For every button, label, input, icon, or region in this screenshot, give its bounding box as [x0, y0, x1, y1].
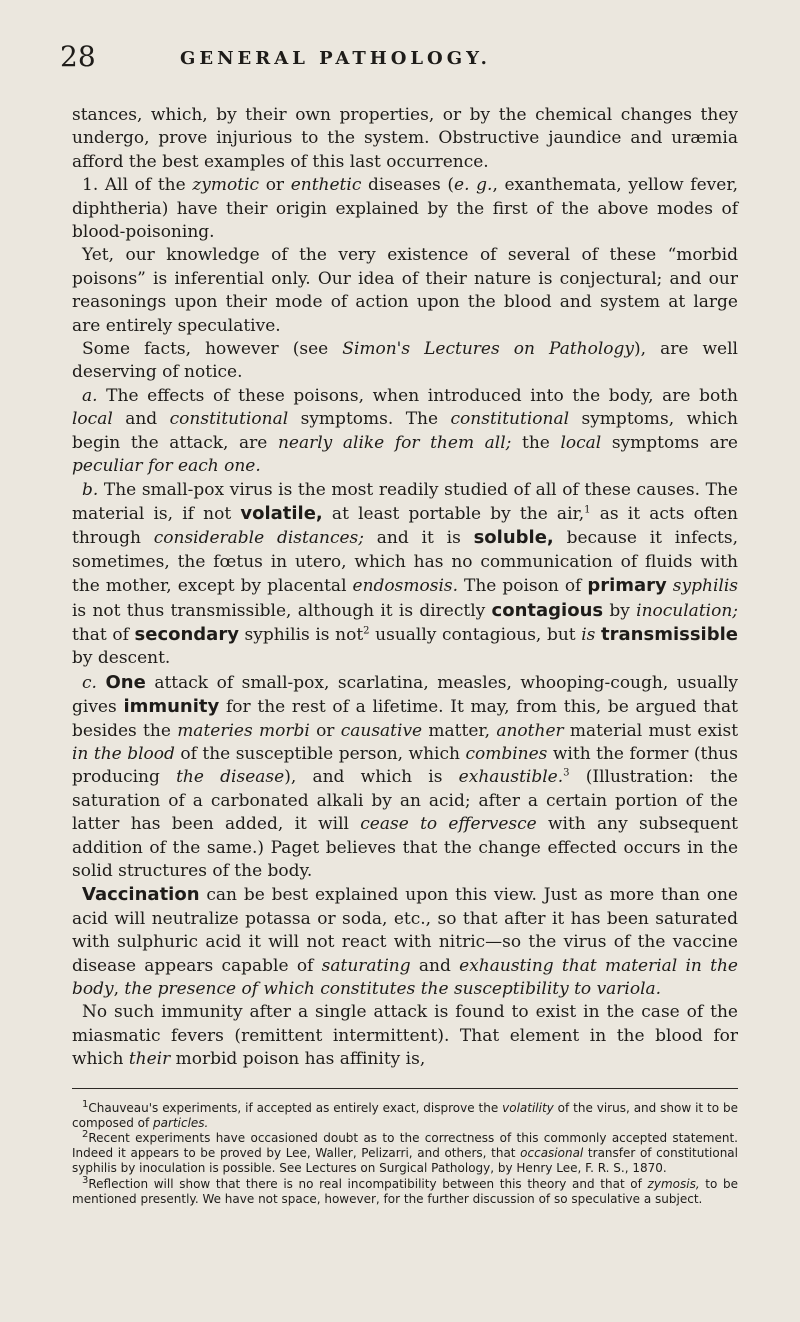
text-run: The small-pox virus is the most readily studied of all of these causes. The material is, if not [72, 479, 738, 524]
text-run: ), and which is [284, 767, 459, 788]
body-text [72, 104, 738, 1072]
italic-term: materies morbi [177, 720, 310, 741]
text-run: because it infects, sometimes, the fœtus in utero, which has no communication of fluids with the mother, except by placental [72, 528, 738, 597]
italic-term: syphilis [666, 576, 738, 597]
italic-term: e. g. [454, 175, 493, 196]
footnote-number: 1 [82, 1098, 89, 1110]
text-run: of the susceptible person, which [174, 743, 466, 764]
bold-term: soluble, [473, 527, 554, 549]
bold-term: primary [587, 575, 667, 597]
text-run: as it acts often through [72, 503, 738, 549]
text-run: No such immunity after a single attack is found to exist in the case of the miasmatic fevers (remittent intermittent). That element in the blood for which [72, 1002, 738, 1070]
paragraph-4 [72, 338, 738, 385]
italic-reference: Simon's Lectures on Pathology [342, 339, 635, 360]
italic-term: local [560, 432, 602, 453]
text-run: or [259, 175, 291, 196]
text-run: symptoms, which begin the attack, are [72, 409, 738, 453]
bold-term: contagious [491, 599, 604, 621]
text-run: can be best explained upon this view. Just as more than one acid will neutralize potassa or soda, etc., so that after it has been saturated with sulphuric acid it will not react with nitric—so the virus of the vaccine disease appears capable of [72, 885, 738, 976]
text-run: the [511, 432, 561, 453]
italic-term: constitutional [450, 409, 570, 430]
footnote-1 [72, 1098, 738, 1131]
italic-term: another [496, 720, 564, 741]
text-run: syphilis is not [238, 624, 364, 645]
paragraph-immunity [72, 1001, 738, 1071]
italic-term: causative [340, 720, 423, 741]
text-run: , [113, 979, 125, 1000]
text-run: , exanthemata, yellow fever, diphtheria) have their origin explained by the first of the above modes of blood-poisoning. [72, 175, 738, 243]
text-run: with the former (thus producing [72, 743, 738, 788]
text-run: Some facts, however (see [82, 339, 343, 360]
paragraph-vaccination [72, 883, 738, 1001]
italic-term: the presence of which constitutes the susceptibility to variola. [124, 979, 662, 1000]
italic-term: local [72, 409, 113, 430]
italic-term: volatility [502, 1100, 554, 1115]
page-number: 28 [60, 40, 96, 73]
footnote-ref: 1 [584, 504, 591, 516]
text-run: that of [72, 624, 135, 645]
italic-term: combines [465, 743, 548, 764]
italic-term: peculiar for each one. [72, 456, 261, 477]
text-run: of the virus, and show it to be composed of [72, 1100, 738, 1130]
page-header [60, 40, 738, 80]
italic-term: zymosis, [647, 1176, 700, 1191]
text-run: usually contagious, but [369, 624, 582, 645]
paragraph-1 [72, 104, 738, 174]
text-run: material must exist [563, 720, 739, 741]
text-run: morbid poison has affinity is, [170, 1049, 426, 1070]
italic-term: exhaustible. [458, 767, 564, 788]
paragraph-text: Yet, our knowledge of the very existence of several of these “morbid poisons” is inferential only. Our idea of their nature is conjectural; and our reasonings upon their mode of action upon the blood and system at large are entirely speculative. [72, 245, 738, 336]
text-run: 1. All of the [82, 175, 193, 196]
text-run: and [112, 409, 170, 430]
text-run: is not thus transmissible, although it is directly [72, 600, 492, 621]
italic-term: endosmosis. [352, 576, 459, 597]
italic-term: constitutional [169, 409, 289, 430]
text-run: transfer of constitutional syphilis by inoculation is possible. See Lectures on Surgical Pathology, by Henry Lee, F. R. S., 1870. [72, 1146, 738, 1176]
text-run: for the rest of a lifetime. It may, from this, be argued that besides the [72, 697, 738, 741]
italic-term: saturating [321, 955, 411, 976]
text-run: The effects of these poisons, when introduced into the body, are both [97, 385, 738, 406]
paragraph-c [72, 671, 738, 884]
text-run: matter, [422, 720, 497, 741]
text-run: by descent. [72, 648, 171, 669]
paragraph-3 [72, 244, 738, 338]
footnote-ref: 2 [363, 625, 370, 637]
italic-term: occasional [520, 1146, 584, 1161]
italic-term: considerable distances; [153, 528, 364, 549]
italic-term: nearly alike for them all; [277, 432, 512, 453]
document-page [60, 40, 739, 1207]
footnote-3 [72, 1174, 739, 1207]
footnote-number: 3 [82, 1174, 89, 1186]
text-run: with any subsequent addition of the same.) Paget believes that the change effected occurs in the solid structures of the body. [72, 814, 739, 881]
bold-term: transmissible [601, 623, 738, 645]
italic-term: cease to effervesce [360, 814, 537, 835]
text-run: ), are well deserving of notice. [72, 339, 738, 383]
text-run: or [309, 720, 341, 741]
bold-term: secondary [134, 623, 239, 645]
italic-term: is [581, 624, 596, 645]
text-run: Recent experiments have occasioned doubt as to the correctness of this commonly accepted statement. Indeed it appears to be proved by Lee, Waller, Pelizarri, and others, that [72, 1131, 738, 1161]
italic-term: enthetic [290, 175, 362, 196]
text-run: by [603, 600, 637, 621]
paragraph-text: stances, which, by their own properties, or by the chemical changes they undergo, prove injurious to the system. Obstructive jaundice and uræmia afford the best examples of this last occurrence. [72, 105, 738, 172]
text-run: at least portable by the air, [322, 503, 585, 524]
text-run: attack of small-pox, scarlatina, measles, whooping-cough, usually gives [72, 672, 738, 718]
footnotes [72, 1098, 739, 1207]
italic-term: the disease [176, 767, 285, 788]
paragraph-a [72, 385, 738, 479]
text-run: Reflection will show that there is no real incompatibility between this theory and that of [88, 1176, 648, 1191]
footnote-2 [72, 1131, 738, 1177]
text-run: The poison of [458, 576, 588, 597]
italic-term: particles. [153, 1115, 209, 1130]
text-run: and [410, 955, 460, 976]
text-run: Chauveau's experiments, if accepted as entirely exact, disprove the [88, 1100, 503, 1115]
bold-term: immunity [123, 696, 220, 718]
item-letter: c. [82, 672, 97, 693]
item-letter: b. [82, 479, 99, 500]
italic-term: exhausting that material in the body [72, 955, 738, 1000]
text-run: symptoms are [601, 432, 738, 453]
text-run: to be mentioned presently. We have not space, however, for the further discussion of so speculative a subject. [72, 1176, 739, 1206]
italic-term: in the blood [72, 743, 175, 764]
footnote-number: 2 [82, 1129, 89, 1141]
bold-term: One [105, 671, 146, 693]
text-run: (Illustration: the saturation of a carbonated alkali by an acid; after a certain portion of the latter has been added, it will [72, 767, 738, 835]
item-letter: a. [82, 385, 98, 406]
text-run: diseases ( [361, 175, 455, 196]
footnote-ref: 3 [563, 767, 570, 779]
paragraph-b [72, 479, 738, 671]
italic-term: zymotic [192, 175, 260, 196]
footnote-divider [72, 1088, 738, 1089]
running-head: GENERAL PATHOLOGY. [180, 48, 491, 69]
text-run: symptoms. The [288, 409, 451, 430]
text-run: and it is [363, 528, 474, 549]
bold-term: Vaccination [82, 884, 200, 906]
paragraph-2 [72, 174, 738, 244]
bold-term: volatile, [240, 502, 323, 524]
italic-term: inoculation; [636, 600, 738, 621]
italic-term: their [128, 1049, 171, 1070]
